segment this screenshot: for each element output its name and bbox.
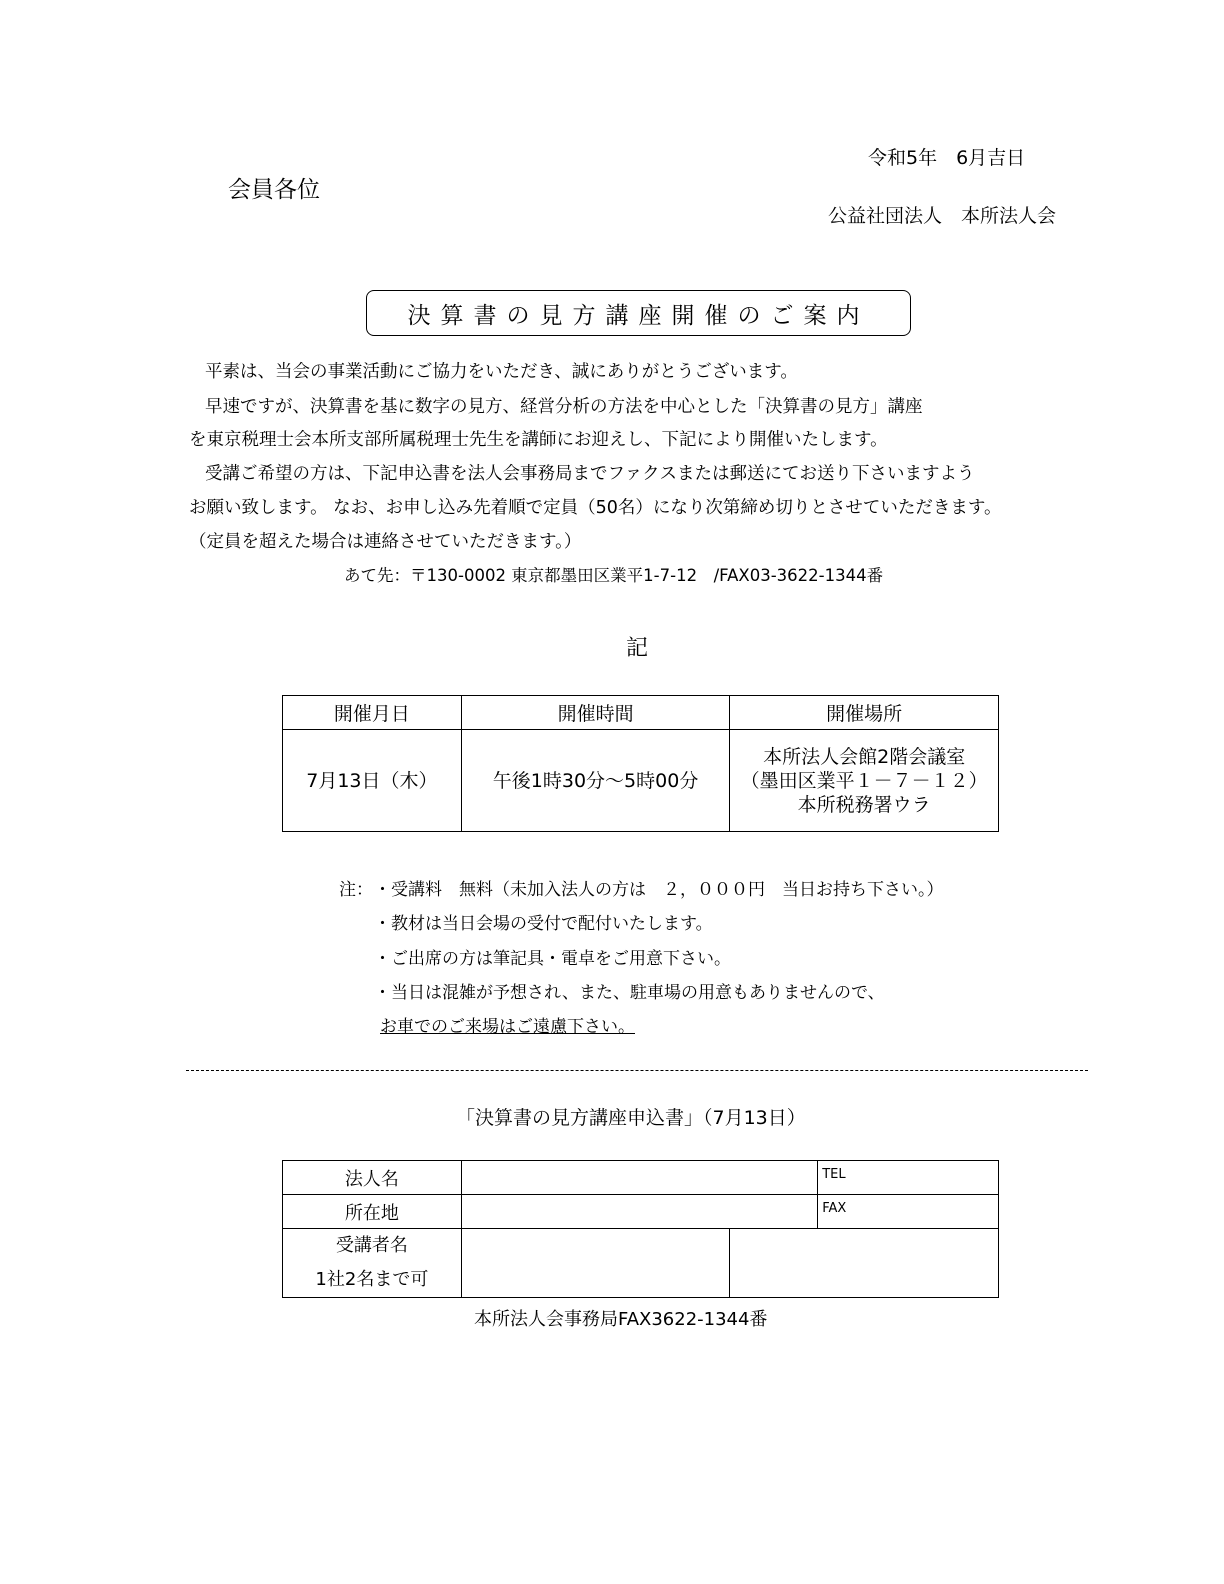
note-item-5: お車でのご来場はご遠慮下さい。 [380, 1017, 635, 1037]
ki-heading: 記 [626, 636, 649, 661]
body-line-2: 早速ですが、決算書を基に数字の見方、経営分析の方法を中心とした「決算書の見方」講座 [205, 397, 923, 417]
cut-line-divider [186, 1070, 1088, 1071]
attendee-1-field[interactable] [461, 1229, 730, 1298]
schedule-header-time: 開催時間 [461, 696, 730, 730]
attendee-label-line-1: 受講者名 [335, 1235, 408, 1256]
document-date: 令和5年 6月吉日 [868, 147, 1026, 169]
schedule-place [730, 730, 999, 832]
attendee-label-line-2: 1社2名まで可 [315, 1269, 429, 1290]
note-item-2: ・教材は当日会場の受付で配付いたします。 [374, 914, 713, 934]
recipient: 会員各位 [228, 177, 320, 203]
schedule-time: 午後1時30分～5時00分 [461, 730, 730, 832]
form-title: 「決算書の見方講座申込書」（7月13日） [456, 1107, 806, 1129]
company-name-field[interactable] [461, 1161, 817, 1195]
note-item-4: ・当日は混雑が予想され、また、駐車場の用意もありませんので、 [374, 983, 885, 1003]
schedule-header-place: 開催場所 [730, 696, 999, 730]
attendee-label [283, 1229, 462, 1298]
body-line-3: を東京税理士会本所支部所属税理士先生を講師にお迎えし、下記により開催いたします。 [189, 430, 888, 450]
company-name-label: 法人名 [283, 1161, 462, 1195]
address-line: あて先：〒130-0002 東京都墨田区業平1-7-12 /FAX03-3622-1344番 [344, 566, 884, 585]
schedule-date: 7月13日（木） [283, 730, 462, 832]
note-item-1: ・受講料 無料（未加入法人の方は ２，０００円 当日お持ち下さい。） [374, 880, 944, 900]
notes-prefix: 注： [339, 880, 373, 900]
body-line-4: 受講ご希望の方は、下記申込書を法人会事務局までファクスまたは郵送にてお送り下さいますよう [205, 464, 975, 484]
address-field[interactable] [461, 1195, 817, 1229]
fax-field[interactable] [818, 1195, 999, 1229]
fax-label: FAX [822, 1201, 847, 1216]
tel-field[interactable] [818, 1161, 999, 1195]
schedule-place-line-1: 本所法人会館2階会議室 [763, 745, 966, 768]
tel-label: TEL [822, 1167, 846, 1182]
schedule-header-date: 開催月日 [283, 696, 462, 730]
document-title: 決算書の見方講座開催のご案内 [366, 290, 911, 336]
schedule-place-line-2: （墨田区業平１－７－１２） [740, 769, 988, 792]
body-line-1: 平素は、当会の事業活動にご協力をいただき、誠にありがとうございます。 [205, 362, 798, 382]
application-form-table [282, 1160, 999, 1298]
schedule-table [282, 695, 999, 832]
body-line-5: お願い致します。 なお、お申し込み先着順で定員（50名）になり次第締め切りとさせていただきます。 [189, 498, 1002, 518]
note-item-3: ・ご出席の方は筆記具・電卓をご用意下さい。 [374, 949, 731, 969]
address-label: 所在地 [283, 1195, 462, 1229]
attendee-2-field[interactable] [730, 1229, 999, 1298]
sender-organization: 公益社団法人 本所法人会 [828, 205, 1057, 227]
schedule-place-line-3: 本所税務署ウラ [797, 793, 931, 816]
body-line-6: （定員を超えた場合は連絡させていただきます。） [189, 532, 582, 552]
footer-fax-line: 本所法人会事務局FAX3622-1344番 [474, 1309, 768, 1330]
